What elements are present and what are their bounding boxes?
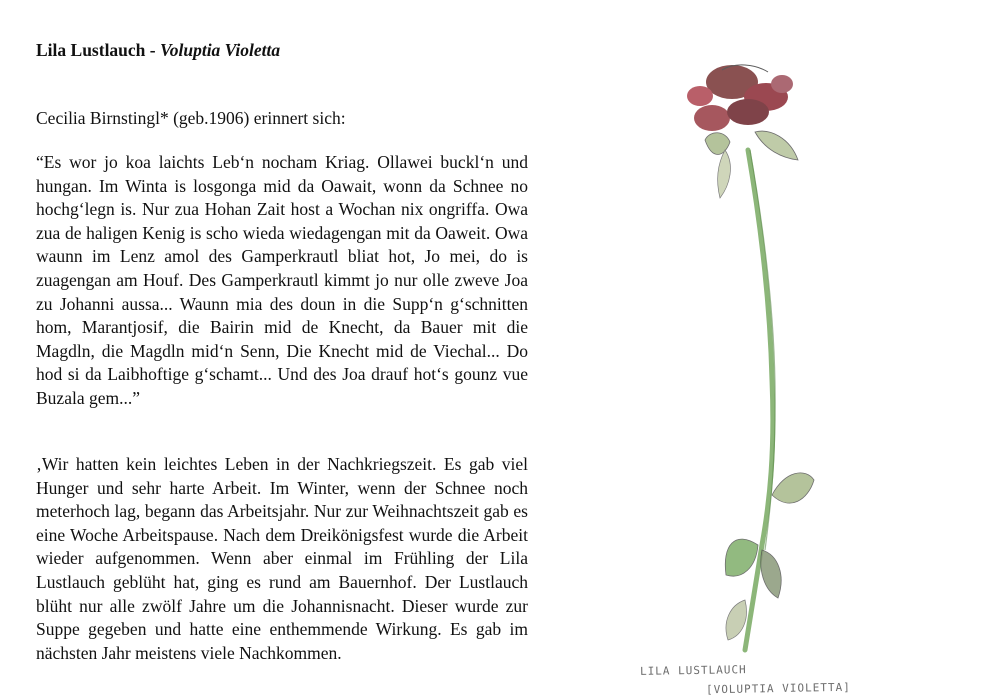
flower-illustration — [560, 0, 1000, 700]
common-name: Lila Lustlauch - — [36, 40, 160, 60]
illustration-caption-common: LILA LUSTLAUCH — [639, 663, 747, 678]
intro-line: Cecilia Birnstingl* (geb.1906) erinnert sich: — [36, 108, 346, 128]
dialect-quote: “Es wor jo koa laichts Leb‘n nocham Kriag. Ollawei buckl‘n und hungan. Im Winta is losgonga mid da Oawait, wonn da Schnee no hochg‘legn is. Nur zua Hohan Zait host a Wochan nix ongriffa. Owa zua de haligen Kenig is scho wieda wiedagengan mit da Oaweit. Owa waunn im Lenz amol des Gamperkrautl bliat hot, Jo mei, do is zuagengan am Houf. Des Gamperkrautl kimmt jo nur olle zweve Joa zu Johanni aussa... Waunn mia des doun in die Supp‘n g‘schnitten hom, Marantjosif, die Bairin mid de Knecht, da Bauer mit die Magdln, die Magdln mid‘n Senn, Die Knecht mid de Viechal... Do hod si da Laibhoftige g‘schamt... Und des Joa drauf hot‘s gounz vue Buzala gem...” — [36, 152, 528, 408]
standard-translation: ‚Wir hatten kein leichtes Leben in der Nachkriegszeit. Es gab viel Hunger und sehr harte Arbeit. Im Winter, wenn der Schnee noch meterhoch lag, begann das Arbeitsjahr. Nur zur Weihnachtszeit gab es eine Woche Arbeitspause. Nach dem Dreikönigsfest wurde die Arbeit wieder aufgenommen. Wenn aber einmal im Frühling der Lila Lustlauch geblüht hat, ging es rund am Bauernhof. Der Lustlauch blüht nur alle zwölf Jahre um die Johannisnacht. Dieser wurde zur Suppe gegeben und hatte eine enthemmende Wirkung. Es gab im nächsten Jahr meistens viele Nachkommen. — [36, 454, 528, 663]
page-title — [36, 38, 536, 62]
illustration-caption-latin: [VOLUPTIA VIOLETTA] — [705, 680, 851, 697]
flower-head — [687, 65, 793, 131]
latin-name: Voluptia Violetta — [160, 40, 281, 60]
